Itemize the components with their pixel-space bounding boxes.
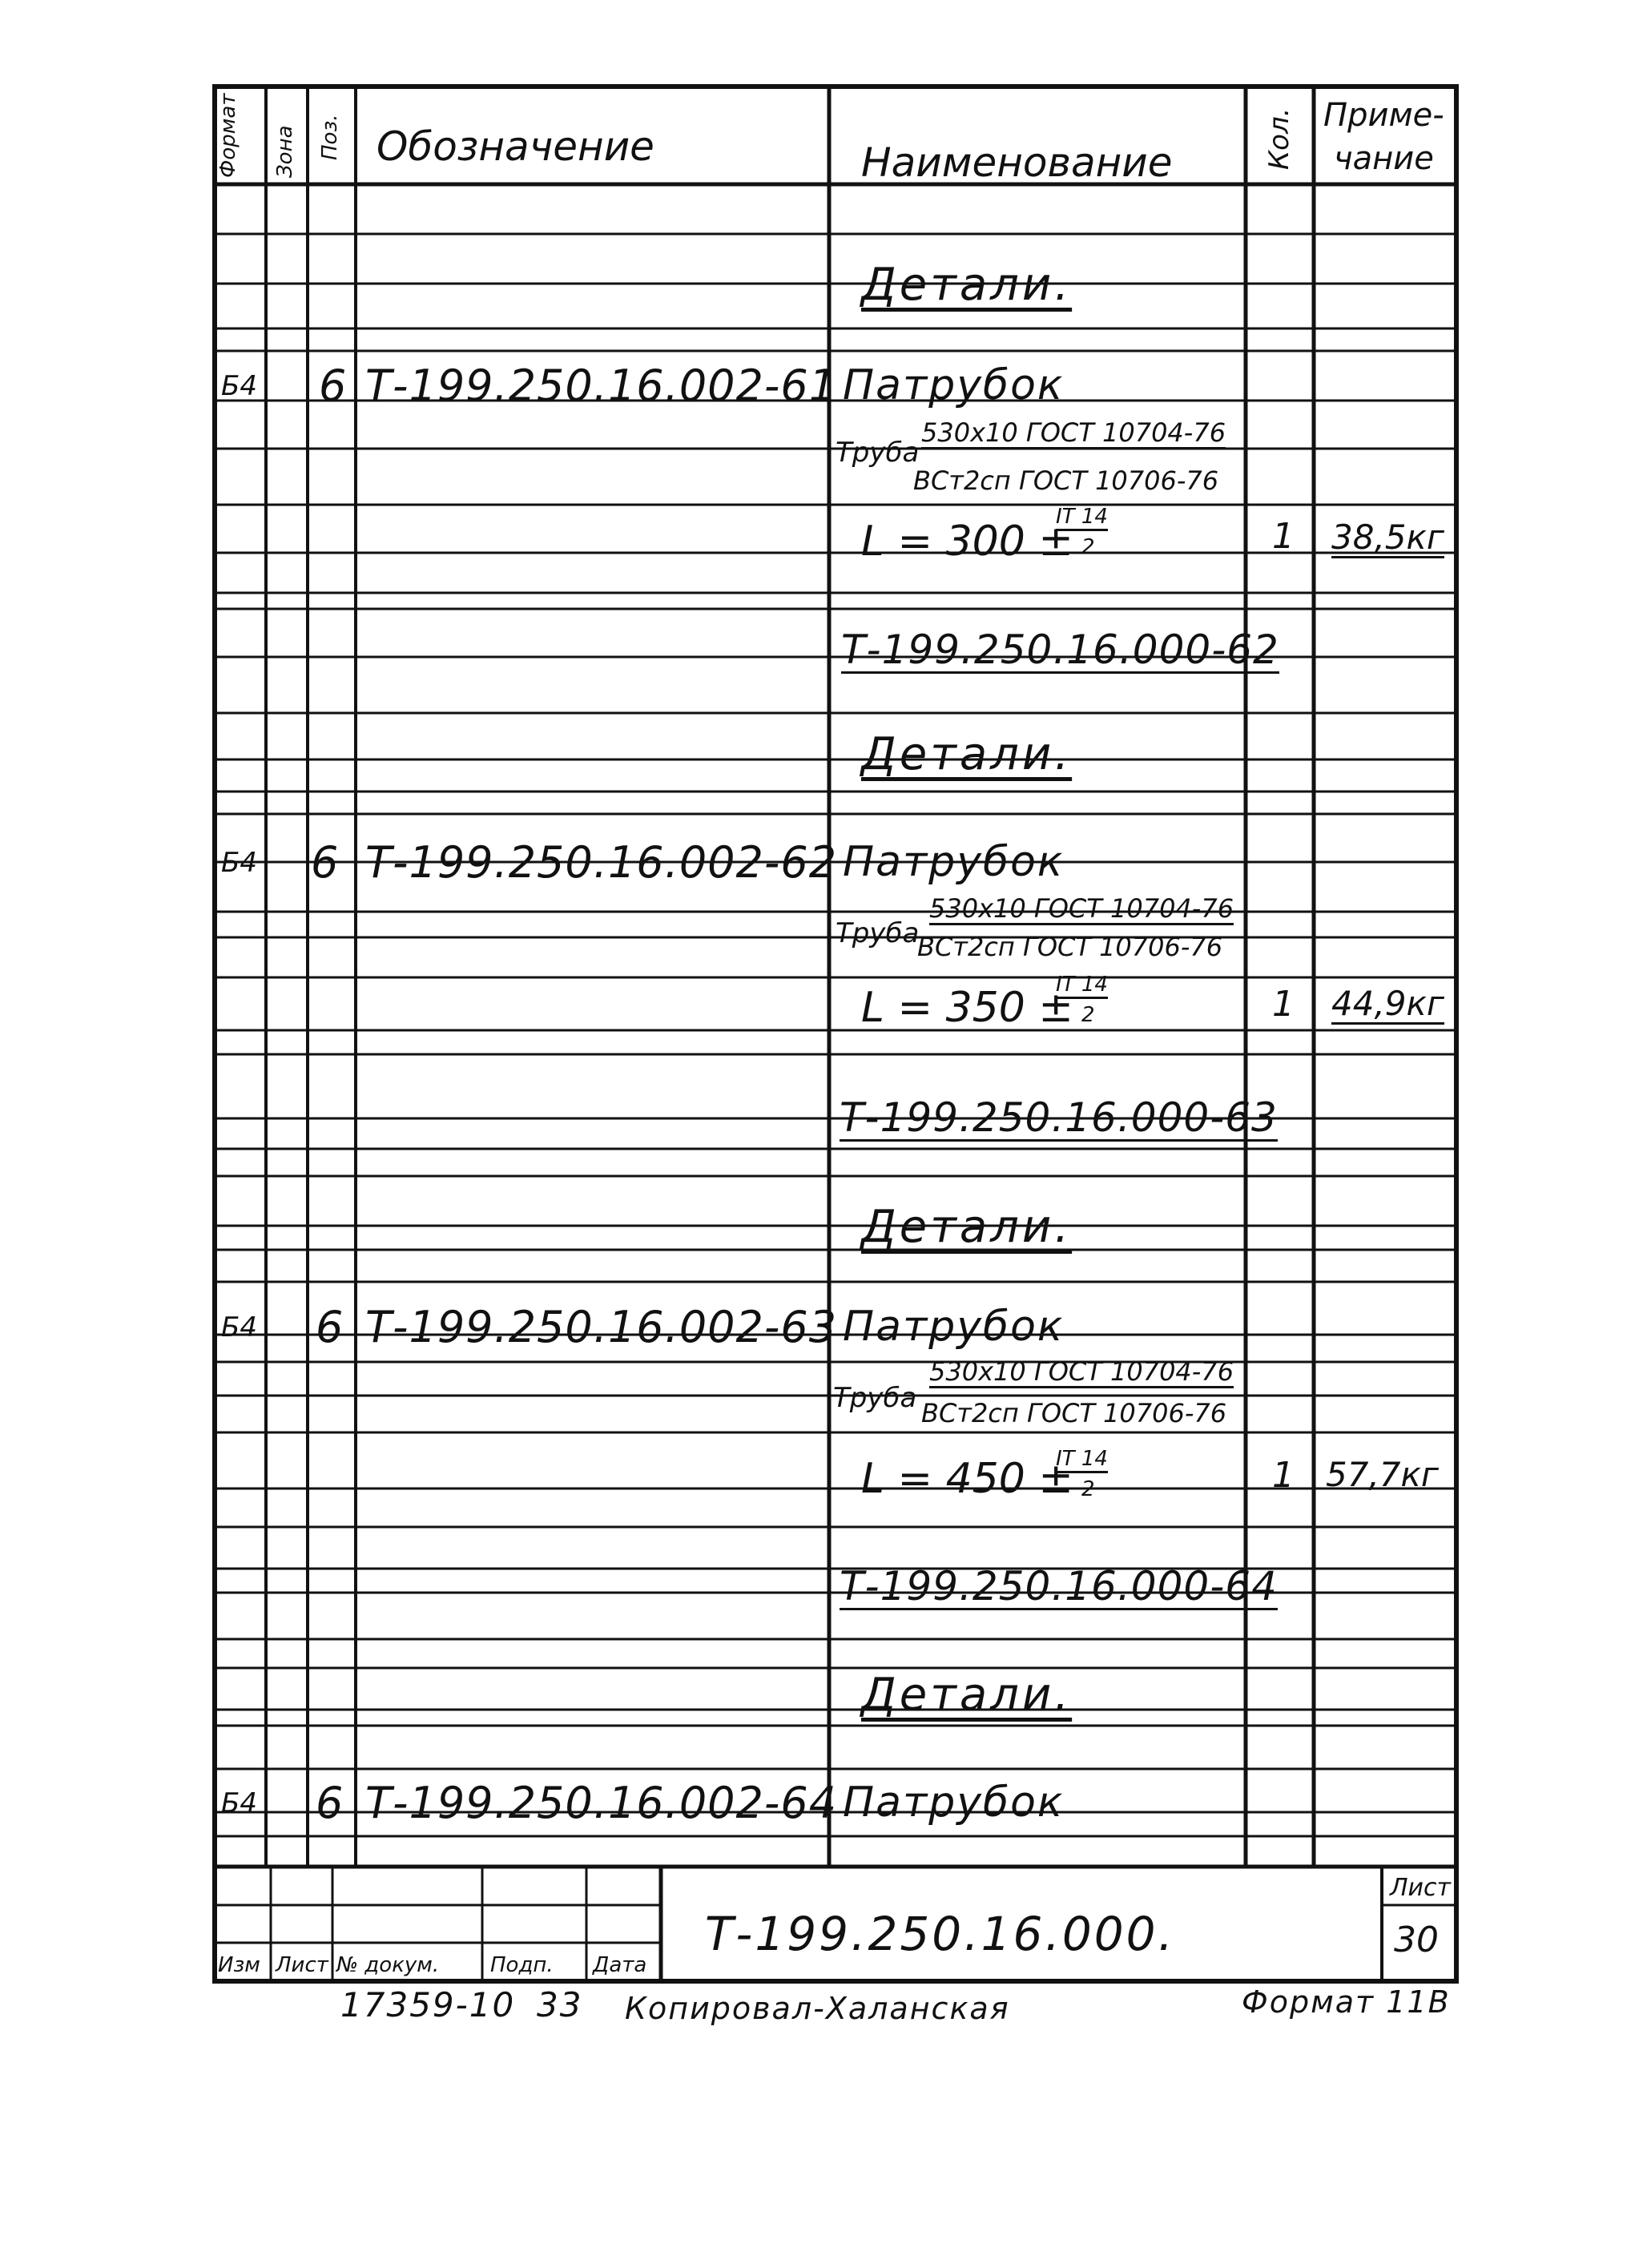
note-cell: 57,7кг (1326, 1455, 1439, 1494)
pipe-label: Труба (833, 1382, 917, 1414)
tb-sheet-label: Лист (1390, 1874, 1452, 1902)
pipe-material: ВСт2сп ГОСТ 10706-76 (913, 465, 1219, 496)
col-header-note-2: чание (1334, 140, 1434, 177)
tolerance-numerator: IT 14 (1056, 506, 1108, 531)
note-cell: 38,5кг (1331, 518, 1444, 557)
qty-cell: 1 (1272, 1455, 1295, 1496)
tb-izm: Изм (218, 1953, 260, 1977)
format-cell: Б4 (221, 1311, 257, 1343)
pos-cell: 6 (319, 361, 347, 411)
format-cell: Б4 (221, 1787, 257, 1819)
qty-cell: 1 (1272, 984, 1295, 1025)
footer-copied: Копировал-Халанская (625, 1991, 1010, 2026)
section-title: Детали. (861, 1201, 1073, 1253)
pipe-material: ВСт2сп ГОСТ 10706-76 (921, 1398, 1227, 1428)
col-header-designation: Обозначение (377, 123, 654, 170)
note-cell: 44,9кг (1331, 984, 1444, 1023)
tb-sheet-number: 30 (1394, 1920, 1439, 1960)
pipe-spec: 530х10 ГОСТ 10704-76 (929, 1356, 1234, 1387)
next-reference: Т-199.250.16.000-62 (841, 626, 1279, 673)
tb-doc-no: № докум. (336, 1953, 440, 1977)
footer-format: Формат 11В (1242, 1984, 1451, 2020)
tb-sign: Подп. (490, 1953, 554, 1977)
col-header-note-1: Приме- (1323, 97, 1444, 134)
designation-cell: Т-199.250.16.002-62 (365, 837, 838, 888)
tolerance-denominator: 2 (1081, 1477, 1095, 1501)
col-header-name: Наименование (861, 139, 1173, 186)
tolerance-denominator: 2 (1081, 1003, 1095, 1027)
col-header-format: Формат (216, 93, 240, 178)
col-header-qty: Кол. (1263, 107, 1295, 170)
pipe-label: Труба (836, 437, 920, 469)
footer-page: 33 (537, 1985, 583, 2024)
tolerance-numerator: IT 14 (1056, 974, 1108, 999)
pos-cell: 6 (311, 837, 339, 888)
tb-document-number: Т-199.250.16.000. (705, 1907, 1176, 1961)
pipe-spec: 530х10 ГОСТ 10704-76 (921, 417, 1226, 448)
pipe-label: Труба (836, 917, 920, 949)
pipe-spec: 530х10 ГОСТ 10704-76 (929, 893, 1234, 924)
footer-inventory: 17359-10 (340, 1985, 516, 2024)
next-reference: Т-199.250.16.000-63 (840, 1094, 1278, 1141)
part-name: Патрубок (843, 1779, 1065, 1827)
designation-cell: Т-199.250.16.002-61 (365, 361, 838, 411)
next-reference: Т-199.250.16.000-64 (840, 1563, 1278, 1609)
qty-cell: 1 (1272, 516, 1295, 557)
section-title: Детали. (861, 1669, 1073, 1721)
col-header-zone: Зона (273, 125, 297, 178)
part-name: Патрубок (843, 361, 1065, 409)
designation-cell: Т-199.250.16.002-64 (365, 1778, 838, 1828)
tolerance-numerator: IT 14 (1056, 1448, 1108, 1473)
pos-cell: 6 (316, 1302, 344, 1352)
tb-date: Дата (593, 1953, 647, 1977)
col-header-pos: Поз. (318, 114, 342, 160)
section-title: Детали. (861, 259, 1073, 311)
format-cell: Б4 (221, 847, 257, 879)
designation-cell: Т-199.250.16.002-63 (365, 1302, 838, 1352)
tb-list: Лист (276, 1953, 328, 1977)
length: L = 300 ± (861, 518, 1073, 566)
length: L = 450 ± (861, 1455, 1073, 1503)
tolerance-denominator: 2 (1081, 535, 1095, 559)
pipe-material: ВСт2сп ГОСТ 10706-76 (917, 932, 1223, 962)
part-name: Патрубок (843, 1303, 1065, 1351)
section-title: Детали. (861, 728, 1073, 780)
length: L = 350 ± (861, 984, 1073, 1032)
pos-cell: 6 (316, 1778, 344, 1828)
format-cell: Б4 (221, 370, 257, 402)
part-name: Патрубок (843, 838, 1065, 886)
